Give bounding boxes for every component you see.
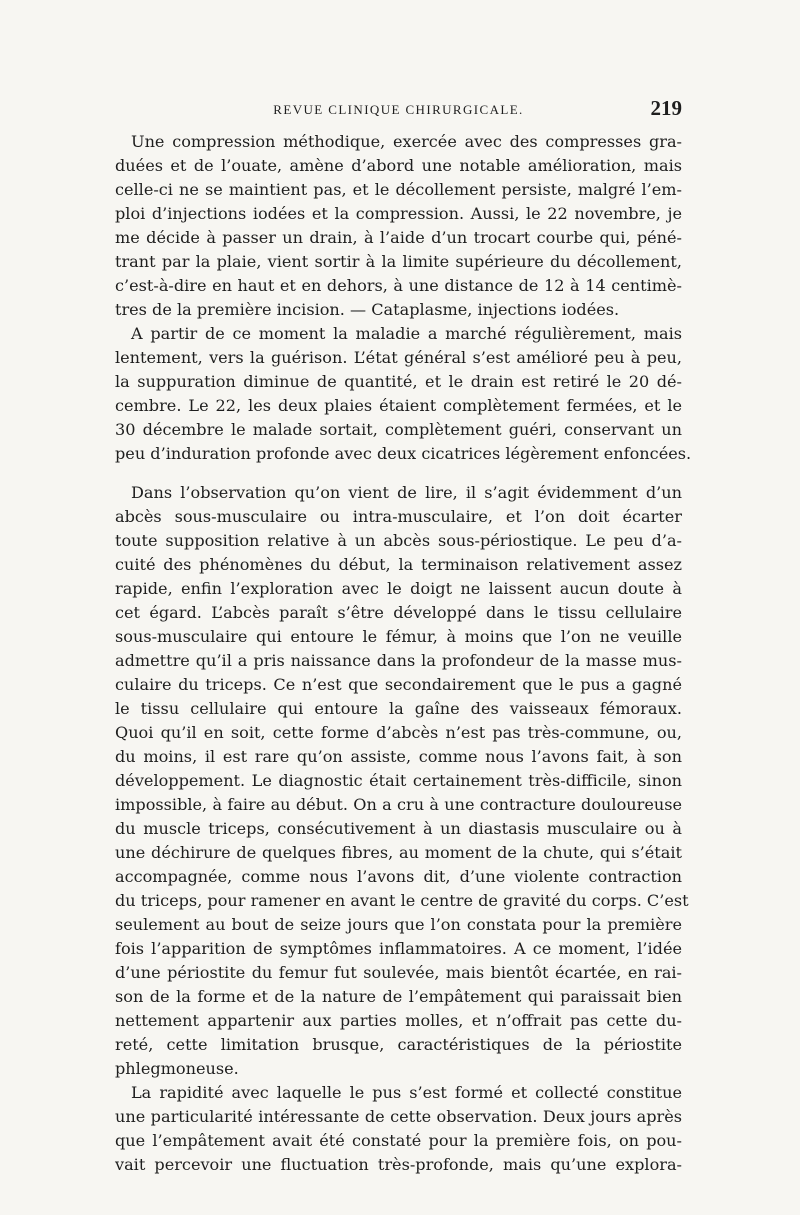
text-line: son de la forme et de la nature de l’empâtement qui paraissait bien <box>115 987 682 1006</box>
text-line: trant par la plaie, vient sortir à la limite supérieure du décollement, <box>115 252 682 271</box>
text-line: A partir de ce moment la maladie a marché régulièrement, mais <box>131 324 682 343</box>
text-line: reté, cette limitation brusque, caractéristiques de la périostite <box>115 1035 682 1054</box>
text-line: abcès sous-musculaire ou intra-musculaire, et l’on doit écarter <box>115 507 682 526</box>
text-line: Dans l’observation qu’on vient de lire, il s’agit évidemment d’un <box>131 483 682 502</box>
text-line: c’est-à-dire en haut et en dehors, à une distance de 12 à 14 centimè- <box>115 276 682 295</box>
text-line: ploi d’injections iodées et la compression. Aussi, le 22 novembre, je <box>115 204 682 223</box>
text-line: du muscle triceps, consécutivement à un diastasis musculaire ou à <box>115 819 682 838</box>
text-line: une déchirure de quelques fibres, au moment de la chute, qui s’était <box>115 843 682 862</box>
text-line: rapide, enfin l’exploration avec le doigt ne laissent aucun doute à <box>115 579 682 598</box>
text-line: sous-musculaire qui entoure le fémur, à moins que l’on ne veuille <box>115 627 682 646</box>
text-line: lentement, vers la guérison. L’état général s’est amélioré peu à peu, <box>115 348 682 367</box>
text-line: Quoi qu’il en soit, cette forme d’abcès n’est pas très-commune, ou, <box>115 723 682 742</box>
page-header <box>115 96 682 124</box>
text-line: une particularité intéressante de cette observation. Deux jours après <box>115 1107 682 1126</box>
text-line: culaire du triceps. Ce n’est que secondairement que le pus a gagné <box>115 675 682 694</box>
text-line: admettre qu’il a pris naissance dans la profondeur de la masse mus- <box>115 651 682 670</box>
text-line: que l’empâtement avait été constaté pour la première fois, on pou- <box>115 1131 682 1150</box>
text-line: phlegmoneuse. <box>115 1059 239 1078</box>
text-line: tres de la première incision. — Cataplasme, injections iodées. <box>115 300 620 319</box>
text-line: d’une périostite du femur fut soulevée, mais bientôt écartée, en rai- <box>115 963 682 982</box>
text-line: nettement appartenir aux parties molles, et n’offrait pas cette du- <box>115 1011 682 1030</box>
text-line: développement. Le diagnostic était certainement très-difficile, sinon <box>115 771 682 790</box>
text-line: impossible, à faire au début. On a cru à une contracture douloureuse <box>115 795 682 814</box>
text-line: toute supposition relative à un abcès sous-périostique. Le peu d’a- <box>115 531 682 550</box>
text-line: me décide à passer un drain, à l’aide d’un trocart courbe qui, péné- <box>115 228 682 247</box>
text-line: vait percevoir une fluctuation très-profonde, mais qu’une explora- <box>115 1155 682 1174</box>
text-line: seulement au bout de seize jours que l’on constata pour la première <box>115 915 682 934</box>
text-line: fois l’apparition de symptômes inflammatoires. A ce moment, l’idée <box>115 939 682 958</box>
text-line: La rapidité avec laquelle le pus s’est formé et collecté constitue <box>131 1083 682 1102</box>
text-line: Une compression méthodique, exercée avec des compresses gra- <box>131 132 682 151</box>
text-line: du triceps, pour ramener en avant le centre de gravité du corps. C’est <box>115 891 689 910</box>
text-line: 30 décembre le malade sortait, complètement guéri, conservant un <box>115 420 682 439</box>
running-head: REVUE CLINIQUE CHIRURGICALE. <box>273 102 524 117</box>
text-line: peu d’induration profonde avec deux cicatrices légèrement enfoncées. <box>115 444 692 463</box>
text-line: accompagnée, comme nous l’avons dit, d’une violente contraction <box>115 867 682 886</box>
text-line: cembre. Le 22, les deux plaies étaient complètement fermées, et le <box>115 396 682 415</box>
text-line: cuité des phénomènes du début, la terminaison relativement assez <box>115 555 682 574</box>
text-line: celle-ci ne se maintient pas, et le décollement persiste, malgré l’em- <box>115 180 682 199</box>
text-line: la suppuration diminue de quantité, et le drain est retiré le 20 dé- <box>115 372 682 391</box>
text-line: du moins, il est rare qu’on assiste, comme nous l’avons fait, à son <box>115 747 682 766</box>
text-line: duées et de l’ouate, amène d’abord une notable amélioration, mais <box>115 156 682 175</box>
text-line: cet égard. L’abcès paraît s’être développé dans le tissu cellulaire <box>115 603 682 622</box>
text-line: le tissu cellulaire qui entoure la gaîne des vaisseaux fémoraux. <box>115 699 682 718</box>
page-number: 219 <box>650 96 682 120</box>
